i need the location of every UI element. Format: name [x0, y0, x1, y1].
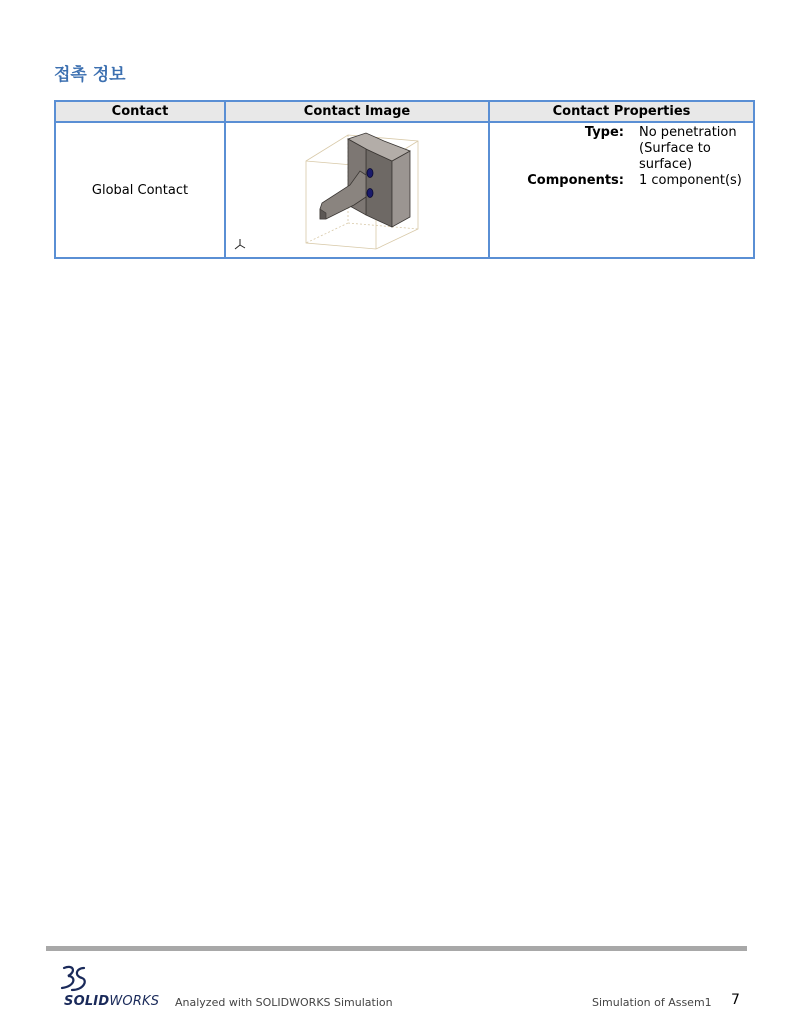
type-label: Type:: [584, 125, 624, 140]
table-row: [55, 122, 754, 258]
bolt-hole-top: [367, 169, 373, 178]
type-value-line3: surface): [639, 157, 693, 172]
contact-name-cell: [55, 122, 225, 258]
logo-solid: SOLID: [64, 994, 110, 1009]
ds-logo-icon: [58, 964, 92, 994]
contact-properties-cell: [489, 122, 754, 258]
header-contact-properties: Contact Properties: [489, 101, 754, 122]
solidworks-logo: [64, 994, 159, 1009]
contact-image: [226, 123, 486, 255]
section-title: 접촉 정보: [54, 65, 126, 85]
table-header-row: [55, 101, 754, 122]
header-contact: Contact: [55, 101, 225, 122]
block-front-face: [366, 149, 392, 227]
logo-works: WORKS: [109, 994, 160, 1009]
contact-name: Global Contact: [91, 182, 189, 198]
page-number: 7: [731, 992, 740, 1008]
block-side-face: [392, 151, 410, 227]
contact-table: [54, 100, 755, 259]
footer-divider: [46, 946, 747, 951]
components-label: Components:: [527, 173, 624, 188]
bracket-arm: [320, 171, 366, 219]
footer-doc-name: Simulation of Assem1: [592, 996, 712, 1009]
axis-triad-icon: [235, 239, 245, 249]
type-value-line1: No penetration: [639, 125, 737, 140]
bolt-hole-bottom: [367, 189, 373, 198]
type-value-line2: (Surface to: [639, 141, 711, 156]
contact-image-cell: [225, 122, 489, 258]
footer-analyzed-with: Analyzed with SOLIDWORKS Simulation: [175, 996, 393, 1009]
components-value: 1 component(s): [639, 173, 742, 188]
header-contact-image: Contact Image: [225, 101, 489, 122]
